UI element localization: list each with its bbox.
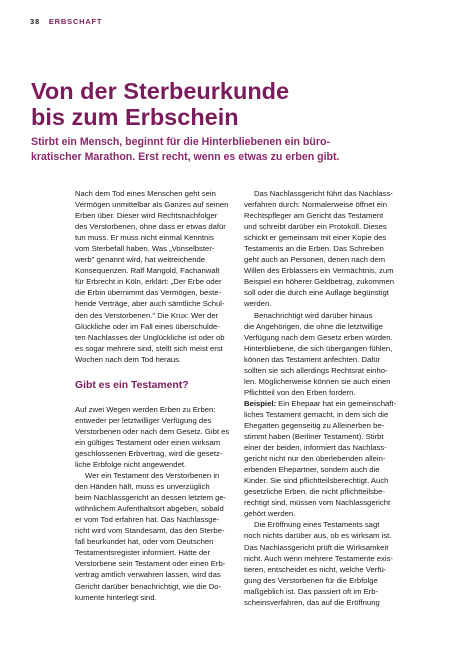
text-line: werb" genannt wird, hat weitreichende xyxy=(75,255,206,265)
text-line: liches Testament gemacht, in dem sich die xyxy=(244,409,389,419)
text-line: Gericht darüber benachrichtigt, wie die Do- xyxy=(75,581,222,591)
text-line: vertrag amtlich verwahren lassen, wird das xyxy=(75,570,221,580)
text-line: gesetzliche Erben, die nicht pflichtteilsbe- xyxy=(244,487,386,497)
text-line: es sogar mehrere sind, stellt sich meist erst xyxy=(75,343,223,353)
section-label: ERBSCHAFT xyxy=(48,17,103,26)
text-line: nicht. Auch wenn mehrere Testamente exis- xyxy=(244,553,393,563)
text-line: Beispiel ein höherer Geldbetrag, zukommen xyxy=(244,277,394,287)
text-line: hende Verträge, aber auch sämtliche Schul- xyxy=(75,299,225,309)
text-line: scheinsverfahren, das auf die Eröffnung xyxy=(244,597,380,607)
text-line: gericht nicht nur den überlebenden allein- xyxy=(244,454,386,464)
text-line: tieren, entscheidet es nicht, welche Verfü- xyxy=(244,564,387,574)
text-line: verfahren durch: Normalerweise öffnet ein xyxy=(244,200,388,210)
text-line: soll oder die durch eine Auflage begünstigt xyxy=(244,288,389,298)
paragraph xyxy=(244,188,402,310)
text-line: ten Nachlasses der Unglückliche ist oder ob xyxy=(75,332,225,342)
text-line: Glückliche oder im Fall eines überschulde- xyxy=(75,321,220,331)
paragraph xyxy=(244,519,402,607)
text-line: fall beurkundet hat, oder vom Deutschen xyxy=(75,537,214,547)
text-line: liche Erbfolge nicht angewendet. xyxy=(75,459,187,469)
text-line: einer der beiden, informiert das Nachlass- xyxy=(244,443,387,453)
text-line: Das Nachlassgericht prüft die Wirksamkeit xyxy=(244,542,389,552)
left-column xyxy=(75,188,233,603)
text-line: für Erbrecht in Köln, erklärt: „Der Erbe oder xyxy=(75,277,222,287)
text-line: gehört werden. xyxy=(244,509,296,519)
text-line: maßgeblich ist. Das passiert oft im Erb- xyxy=(244,586,379,596)
text-line: Rechtspfleger am Gericht das Testament xyxy=(244,211,384,221)
text-line: Verfügung nach dem Gesetz erben würden. xyxy=(244,332,393,342)
text-line: beim Nachlassgericht an dessen letztem ge- xyxy=(75,493,227,503)
lead-line: Stirbt ein Mensch, beginnt für die Hinterbliebenen ein büro- xyxy=(31,136,330,148)
text-line: Konsequenzen. Ralf Mangold, Fachanwalt xyxy=(75,266,220,276)
text-line: sollten sie sich allerdings Rechtsrat einho- xyxy=(244,365,388,375)
text-line: len. Möglicherweise können sie auch einen xyxy=(244,376,391,386)
example-label: Beispiel: xyxy=(244,398,277,408)
example-text: Ein Ehepaar hat ein gemeinschaft- xyxy=(276,398,397,408)
paragraph xyxy=(75,470,233,603)
paragraph xyxy=(244,398,402,520)
text-line: wöhnlichem Aufenthaltsort abgeben, sobald xyxy=(75,504,224,514)
text-line: entweder per letztwilliger Verfügung des xyxy=(75,415,212,425)
running-header xyxy=(30,17,102,26)
text-line: Wer ein Testament des Verstorbenen in xyxy=(85,471,220,481)
title-line: Von der Sterbeurkunde xyxy=(31,78,290,104)
text-line: Kinder. Sie sind pflichtteilsberechtigt. Auch xyxy=(244,476,389,486)
lead-line: kratischer Marathon. Erst recht, wenn es etwas zu erben gibt. xyxy=(31,150,340,163)
text-line: Vermögen unmittelbar als Ganzes auf seinen xyxy=(75,200,229,210)
text-line: den des Verstorbenen." Die Krux: Wer der xyxy=(75,310,219,320)
article-lead xyxy=(31,135,431,164)
text-line: und schreibt darüber ein Protokoll. Dieses xyxy=(244,222,387,232)
text-line: stimmt haben (Berliner Testament). Stirbt xyxy=(244,432,384,442)
paragraph xyxy=(244,310,402,398)
text-line: ein gültiges Testament oder einen wirksam xyxy=(75,437,221,447)
text-line: Ehegatten gegenseitig zu Alleinerben be- xyxy=(244,420,385,430)
text-line: tun muss. Er muss nicht einmal Kenntnis xyxy=(75,233,214,243)
text-line: erbenden Ehepartner, sondern auch die xyxy=(244,465,380,475)
text-line: richt wird vom Standesamt, das den Sterbe- xyxy=(75,526,225,536)
text-line: Hinterbliebene, die sich übergangen fühlen, xyxy=(244,343,393,353)
text-line: des Verstorbenen, ohne dass er etwas dafür xyxy=(75,222,226,232)
text-line: Die Eröffnung eines Testaments sagt xyxy=(254,520,380,530)
subheading: Gibt es ein Testament? xyxy=(75,379,189,391)
text-line: Das Nachlassgericht führt das Nachlass- xyxy=(254,189,393,198)
paragraph xyxy=(75,188,233,365)
text-line: Testamentsregister informiert. Hatte der xyxy=(75,548,211,558)
text-line: Nach dem Tod eines Menschen geht sein xyxy=(75,189,216,198)
text-line: noch nichts darüber aus, ob es wirksam ist. xyxy=(244,531,392,541)
text-line: geschlossenen Erbvertrag, wird die gesetz- xyxy=(75,448,223,458)
text-line: Testaments an die Erben. Das Schreiben xyxy=(244,244,384,254)
text-line: schickt er gemeinsam mit einer Kopie des xyxy=(244,233,387,243)
text-line: kumente hinterlegt sind. xyxy=(75,592,157,602)
text-line: den Händen hält, muss es unverzüglich xyxy=(75,482,210,492)
text-line: rechtigt sind, müssen vom Nachlassgericht xyxy=(244,498,391,508)
page-number: 38 xyxy=(30,17,40,26)
text-line: Verstorbene sein Testament oder einen Erb- xyxy=(75,559,226,569)
title-line: bis zum Erbschein xyxy=(31,104,239,130)
text-line: Wochen nach dem Tod heraus. xyxy=(75,354,182,364)
text-line: werden. xyxy=(244,299,272,309)
text-line: Erben über. Dieser wird Rechtsnachfolger xyxy=(75,211,218,221)
text-line: Verstorbenen oder nach dem Gesetz. Gibt es xyxy=(75,426,230,436)
right-column xyxy=(244,188,402,608)
text-line: können das Testament anfechten. Dafür xyxy=(244,354,381,364)
paragraph xyxy=(75,404,233,470)
text-line: Auf zwei Wegen werden Erben zu Erben: xyxy=(75,404,216,414)
text-line: gung des Verstorbenen für die Erbfolge xyxy=(244,575,378,585)
article-title xyxy=(31,78,431,130)
text-line: er vom Tod erfahren hat. Das Nachlassge- xyxy=(75,515,220,525)
text-line: Benachrichtigt wird darüber hinaus xyxy=(254,310,373,320)
text-line: vom Sterbefall haben. Was „Vonselbster- xyxy=(75,244,215,254)
text-line: die Erbin übernimmt das Vermögen, beste- xyxy=(75,288,222,298)
text-line: geht auch an Personen, denen nach dem xyxy=(244,255,386,265)
text-line: Willen des Erblassers ein Vermächtnis, zum xyxy=(244,266,394,276)
text-line xyxy=(244,398,402,409)
text-line: Pflichtteil von den Erben fordern. xyxy=(244,387,356,397)
text-line: die Angehörigen, die ohne die letztwillige xyxy=(244,321,383,331)
